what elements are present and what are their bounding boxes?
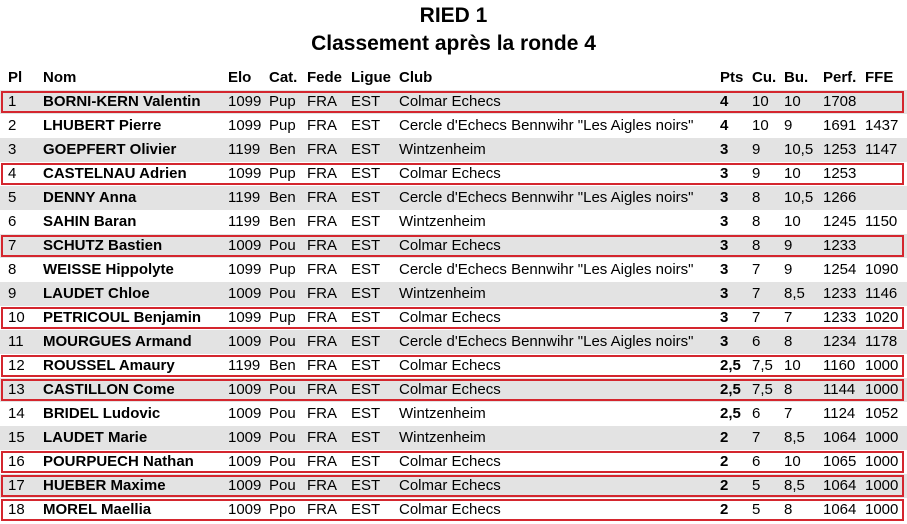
cell-ffe: 1000	[865, 453, 899, 470]
cell-cat: Ben	[269, 141, 296, 158]
cell-fede: FRA	[307, 309, 337, 326]
header-nom: Nom	[43, 69, 77, 86]
cell-cat: Pou	[269, 237, 296, 254]
cell-elo: 1099	[228, 261, 262, 278]
cell-perf: 1245	[823, 213, 857, 230]
cell-club: Colmar Echecs	[399, 309, 501, 326]
cell-nom: DENNY Anna	[43, 189, 137, 206]
cell-perf: 1160	[823, 357, 856, 374]
cell-ligue: EST	[351, 501, 381, 518]
cell-pl: 13	[8, 381, 25, 398]
cell-elo: 1009	[228, 501, 262, 518]
cell-bu: 8,5	[784, 285, 805, 302]
cell-ffe: 1090	[865, 261, 899, 278]
cell-fede: FRA	[307, 93, 337, 110]
cell-pts: 3	[720, 213, 729, 230]
table-row	[0, 90, 907, 114]
cell-perf: 1234	[823, 333, 857, 350]
cell-club: Cercle d'Echecs Bennwihr "Les Aigles noirs"	[399, 333, 694, 350]
cell-club: Colmar Echecs	[399, 357, 501, 374]
cell-pts: 3	[720, 261, 729, 278]
cell-ligue: EST	[351, 405, 381, 422]
table-row	[0, 330, 907, 354]
cell-cat: Pou	[269, 429, 296, 446]
cell-club: Wintzenheim	[399, 405, 486, 422]
cell-elo: 1009	[228, 453, 262, 470]
cell-bu: 9	[784, 237, 793, 254]
cell-ligue: EST	[351, 213, 381, 230]
cell-fede: FRA	[307, 405, 337, 422]
cell-cat: Pou	[269, 381, 296, 398]
cell-pts: 2	[720, 477, 729, 494]
page-subtitle: Classement après la ronde 4	[311, 32, 596, 55]
header-fede: Fede	[307, 69, 343, 86]
table-row	[0, 114, 907, 138]
cell-pts: 3	[720, 309, 729, 326]
cell-club: Wintzenheim	[399, 213, 486, 230]
cell-elo: 1009	[228, 381, 262, 398]
header-ligue: Ligue	[351, 69, 391, 86]
cell-cat: Pup	[269, 309, 296, 326]
cell-pts: 3	[720, 333, 729, 350]
cell-club: Wintzenheim	[399, 285, 486, 302]
cell-cat: Ppo	[269, 501, 296, 518]
cell-ffe: 1000	[865, 429, 899, 446]
cell-cu: 10	[752, 117, 769, 134]
cell-club: Colmar Echecs	[399, 477, 501, 494]
cell-cu: 8	[752, 189, 761, 206]
cell-nom: CASTELNAU Adrien	[43, 165, 187, 182]
cell-bu: 10	[784, 453, 801, 470]
cell-club: Colmar Echecs	[399, 93, 501, 110]
cell-perf: 1064	[823, 501, 857, 518]
cell-ligue: EST	[351, 381, 381, 398]
cell-cat: Pou	[269, 477, 296, 494]
cell-bu: 10	[784, 213, 801, 230]
cell-pts: 3	[720, 285, 729, 302]
cell-ligue: EST	[351, 309, 381, 326]
cell-pl: 17	[8, 477, 25, 494]
cell-bu: 9	[784, 117, 793, 134]
cell-perf: 1253	[823, 141, 857, 158]
cell-ligue: EST	[351, 285, 381, 302]
cell-nom: BORNI-KERN Valentin	[43, 93, 201, 110]
cell-bu: 10	[784, 93, 801, 110]
cell-perf: 1144	[823, 381, 856, 398]
cell-pl: 6	[8, 213, 17, 230]
table-row	[0, 306, 907, 330]
cell-nom: MOREL Maellia	[43, 501, 152, 518]
cell-fede: FRA	[307, 165, 337, 182]
cell-elo: 1199	[228, 213, 261, 230]
cell-fede: FRA	[307, 285, 337, 302]
cell-perf: 1691	[823, 117, 857, 134]
cell-cat: Pou	[269, 285, 296, 302]
cell-fede: FRA	[307, 333, 337, 350]
cell-pts: 4	[720, 93, 729, 110]
cell-cu: 5	[752, 477, 761, 494]
cell-fede: FRA	[307, 429, 337, 446]
table-row	[0, 210, 907, 234]
cell-bu: 10,5	[784, 189, 814, 206]
header-bu: Bu.	[784, 69, 809, 86]
cell-nom: ROUSSEL Amaury	[43, 357, 175, 374]
cell-nom: LAUDET Marie	[43, 429, 148, 446]
header-pl: Pl	[8, 69, 23, 86]
cell-nom: CASTILLON Come	[43, 381, 175, 398]
cell-ffe: 1000	[865, 381, 899, 398]
cell-fede: FRA	[307, 477, 337, 494]
cell-cat: Pup	[269, 261, 296, 278]
table-row	[0, 234, 907, 258]
table-row	[0, 138, 907, 162]
cell-pts: 2	[720, 501, 729, 518]
cell-fede: FRA	[307, 381, 337, 398]
cell-bu: 8,5	[784, 429, 805, 446]
cell-pl: 2	[8, 117, 17, 134]
cell-ffe: 1020	[865, 309, 899, 326]
cell-fede: FRA	[307, 141, 337, 158]
cell-perf: 1708	[823, 93, 857, 110]
cell-cu: 10	[752, 93, 769, 110]
cell-elo: 1009	[228, 405, 262, 422]
cell-fede: FRA	[307, 501, 337, 518]
cell-cu: 7,5	[752, 357, 773, 374]
cell-cu: 6	[752, 453, 761, 470]
cell-ffe: 1150	[865, 213, 898, 230]
cell-ffe: 1000	[865, 477, 899, 494]
header-cat: Cat.	[269, 69, 298, 86]
cell-club: Colmar Echecs	[399, 237, 501, 254]
cell-nom: HUEBER Maxime	[43, 477, 166, 494]
cell-club: Colmar Echecs	[399, 453, 501, 470]
cell-perf: 1064	[823, 477, 857, 494]
table-row	[0, 426, 907, 450]
cell-bu: 9	[784, 261, 793, 278]
cell-fede: FRA	[307, 117, 337, 134]
cell-pl: 5	[8, 189, 17, 206]
cell-club: Cercle d'Echecs Bennwihr "Les Aigles noirs"	[399, 261, 694, 278]
cell-pts: 2,5	[720, 357, 741, 374]
cell-elo: 1199	[228, 141, 261, 158]
cell-elo: 1009	[228, 477, 262, 494]
cell-fede: FRA	[307, 189, 337, 206]
table-row	[0, 354, 907, 378]
cell-ffe: 1000	[865, 357, 899, 374]
cell-cu: 7	[752, 429, 761, 446]
cell-pl: 15	[8, 429, 25, 446]
cell-club: Wintzenheim	[399, 429, 486, 446]
cell-ffe: 1437	[865, 117, 899, 134]
cell-nom: SCHUTZ Bastien	[43, 237, 163, 254]
cell-club: Wintzenheim	[399, 141, 486, 158]
cell-nom: WEISSE Hippolyte	[43, 261, 174, 278]
header-club: Club	[399, 69, 433, 86]
cell-fede: FRA	[307, 237, 337, 254]
cell-elo: 1099	[228, 117, 262, 134]
cell-elo: 1099	[228, 309, 262, 326]
cell-pl: 8	[8, 261, 17, 278]
cell-bu: 10,5	[784, 141, 814, 158]
cell-pts: 3	[720, 189, 729, 206]
cell-nom: MOURGUES Armand	[43, 333, 192, 350]
cell-ligue: EST	[351, 429, 381, 446]
cell-elo: 1009	[228, 429, 262, 446]
cell-bu: 10	[784, 357, 801, 374]
cell-ffe: 1000	[865, 501, 899, 518]
cell-pl: 12	[8, 357, 25, 374]
cell-cat: Pou	[269, 405, 296, 422]
cell-pts: 2	[720, 429, 729, 446]
table-row	[0, 474, 907, 498]
cell-ligue: EST	[351, 453, 381, 470]
cell-club: Colmar Echecs	[399, 501, 501, 518]
cell-nom: GOEPFERT Olivier	[43, 141, 177, 158]
cell-ffe: 1146	[865, 285, 898, 302]
cell-pts: 2,5	[720, 405, 741, 422]
cell-ligue: EST	[351, 261, 381, 278]
cell-club: Colmar Echecs	[399, 165, 501, 182]
cell-pts: 4	[720, 117, 729, 134]
cell-ligue: EST	[351, 357, 381, 374]
header-pts: Pts	[720, 69, 744, 86]
cell-nom: LHUBERT Pierre	[43, 117, 162, 134]
cell-pl: 10	[8, 309, 25, 326]
cell-bu: 8	[784, 381, 793, 398]
cell-cu: 7	[752, 309, 761, 326]
cell-perf: 1064	[823, 429, 857, 446]
cell-ligue: EST	[351, 141, 381, 158]
cell-pl: 16	[8, 453, 25, 470]
cell-perf: 1233	[823, 309, 857, 326]
cell-ffe: 1178	[865, 333, 898, 350]
cell-pl: 14	[8, 405, 25, 422]
cell-cu: 9	[752, 141, 761, 158]
cell-club: Colmar Echecs	[399, 381, 501, 398]
cell-ligue: EST	[351, 93, 381, 110]
cell-perf: 1233	[823, 237, 857, 254]
cell-pl: 7	[8, 237, 17, 254]
cell-pl: 1	[8, 93, 17, 110]
cell-cu: 7	[752, 261, 761, 278]
cell-cat: Ben	[269, 357, 296, 374]
cell-elo: 1009	[228, 333, 262, 350]
cell-ffe: 1147	[865, 141, 898, 158]
cell-nom: PETRICOUL Benjamin	[43, 309, 202, 326]
cell-ligue: EST	[351, 165, 381, 182]
cell-cat: Ben	[269, 189, 296, 206]
cell-ligue: EST	[351, 189, 381, 206]
header-perf: Perf.	[823, 69, 857, 86]
cell-fede: FRA	[307, 453, 337, 470]
cell-pts: 2,5	[720, 381, 741, 398]
cell-bu: 7	[784, 405, 793, 422]
cell-pl: 4	[8, 165, 17, 182]
cell-pl: 18	[8, 501, 25, 518]
cell-club: Cercle d'Echecs Bennwihr "Les Aigles noirs"	[399, 117, 694, 134]
cell-pl: 3	[8, 141, 17, 158]
cell-ffe: 1052	[865, 405, 899, 422]
cell-perf: 1266	[823, 189, 857, 206]
cell-perf: 1065	[823, 453, 857, 470]
cell-perf: 1254	[823, 261, 857, 278]
cell-cu: 8	[752, 237, 761, 254]
cell-cat: Pup	[269, 117, 296, 134]
cell-elo: 1199	[228, 357, 261, 374]
cell-ligue: EST	[351, 237, 381, 254]
cell-pts: 3	[720, 237, 729, 254]
cell-perf: 1253	[823, 165, 857, 182]
cell-cu: 9	[752, 165, 761, 182]
cell-pts: 3	[720, 165, 729, 182]
cell-bu: 8	[784, 501, 793, 518]
cell-cu: 8	[752, 213, 761, 230]
cell-elo: 1199	[228, 189, 261, 206]
cell-pl: 9	[8, 285, 17, 302]
cell-cat: Pup	[269, 165, 296, 182]
table-row	[0, 282, 907, 306]
cell-bu: 8	[784, 333, 793, 350]
cell-pts: 2	[720, 453, 729, 470]
cell-bu: 7	[784, 309, 793, 326]
cell-cat: Pou	[269, 333, 296, 350]
cell-ligue: EST	[351, 117, 381, 134]
cell-fede: FRA	[307, 213, 337, 230]
cell-nom: SAHIN Baran	[43, 213, 137, 230]
table-row	[0, 402, 907, 426]
header-cu: Cu.	[752, 69, 777, 86]
cell-nom: POURPUECH Nathan	[43, 453, 194, 470]
cell-perf: 1233	[823, 285, 857, 302]
cell-club: Cercle d'Echecs Bennwihr "Les Aigles noirs"	[399, 189, 694, 206]
table-row	[0, 450, 907, 474]
cell-cu: 6	[752, 333, 761, 350]
cell-cat: Ben	[269, 213, 296, 230]
cell-pl: 11	[8, 333, 24, 350]
cell-nom: BRIDEL Ludovic	[43, 405, 161, 422]
page-title: RIED 1	[419, 4, 488, 27]
cell-bu: 8,5	[784, 477, 805, 494]
cell-cu: 6	[752, 405, 761, 422]
table-row	[0, 186, 907, 210]
cell-cu: 5	[752, 501, 761, 518]
cell-elo: 1009	[228, 285, 262, 302]
cell-fede: FRA	[307, 357, 337, 374]
cell-cu: 7,5	[752, 381, 773, 398]
cell-nom: LAUDET Chloe	[43, 285, 150, 302]
cell-cu: 7	[752, 285, 761, 302]
cell-fede: FRA	[307, 261, 337, 278]
table-row	[0, 162, 907, 186]
cell-ligue: EST	[351, 477, 381, 494]
cell-elo: 1099	[228, 165, 262, 182]
cell-pts: 3	[720, 141, 729, 158]
cell-perf: 1124	[823, 405, 856, 422]
cell-bu: 10	[784, 165, 801, 182]
table-row	[0, 378, 907, 402]
cell-elo: 1099	[228, 93, 262, 110]
header-elo: Elo	[228, 69, 252, 86]
header-ffe: FFE	[865, 69, 894, 86]
table-row	[0, 498, 907, 522]
cell-ligue: EST	[351, 333, 381, 350]
cell-elo: 1009	[228, 237, 262, 254]
cell-cat: Pup	[269, 93, 296, 110]
cell-cat: Pou	[269, 453, 296, 470]
table-row	[0, 258, 907, 282]
table-header	[0, 66, 907, 90]
